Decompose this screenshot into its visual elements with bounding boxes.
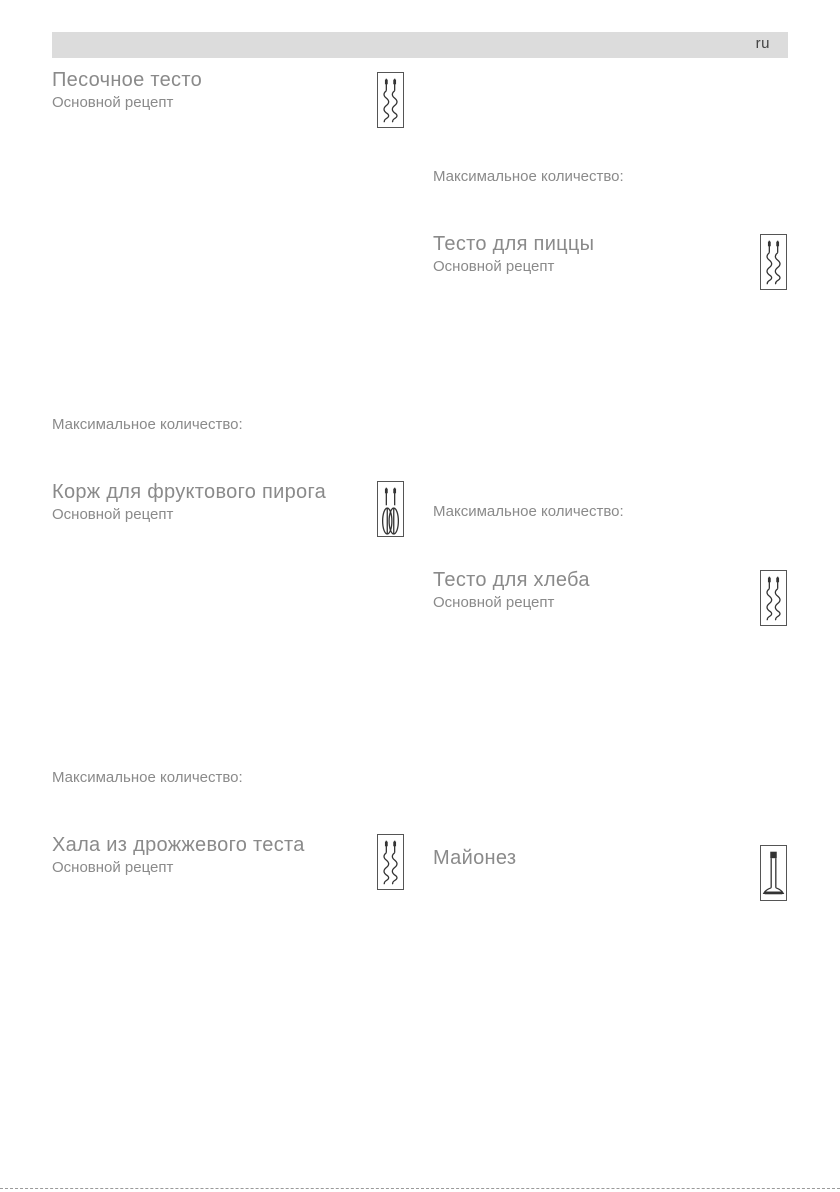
kneading-hooks-icon: [760, 234, 787, 290]
max-quantity-label: Максимальное количество:: [52, 416, 243, 433]
section-pizza: [433, 233, 789, 275]
blender-foot-icon: [760, 845, 787, 901]
section-bread: [433, 569, 789, 611]
section-mayonnaise: [433, 847, 789, 869]
section-subtitle: Основной рецепт: [52, 506, 174, 523]
language-header-bar: [52, 32, 788, 58]
section-subtitle: Основной рецепт: [433, 258, 555, 275]
kneading-hooks-icon: [760, 570, 787, 626]
max-quantity-label: Максимальное количество:: [433, 168, 624, 185]
kneading-hooks-icon: [377, 72, 404, 128]
section-title: Хала из дрожжевого теста: [52, 834, 305, 856]
section-subtitle: Основной рецепт: [433, 594, 555, 611]
section-title: Корж для фруктового пирога: [52, 481, 327, 503]
section-fruit-base: [52, 481, 408, 523]
language-code: ru: [755, 35, 770, 52]
page-bottom-rule: [0, 1188, 840, 1189]
section-title: Песочное тесто: [52, 69, 202, 91]
max-quantity-label: Максимальное количество:: [433, 503, 624, 520]
section-title: Тесто для хлеба: [433, 569, 590, 591]
max-quantity-label: Максимальное количество:: [52, 769, 243, 786]
section-shortcrust: [52, 69, 408, 111]
section-title: Тесто для пиццы: [433, 233, 595, 255]
section-challah: [52, 834, 408, 876]
whisks-icon: [377, 481, 404, 537]
kneading-hooks-icon: [377, 834, 404, 890]
section-subtitle: Основной рецепт: [52, 859, 174, 876]
section-subtitle: Основной рецепт: [52, 94, 174, 111]
section-title: Майонез: [433, 847, 517, 869]
